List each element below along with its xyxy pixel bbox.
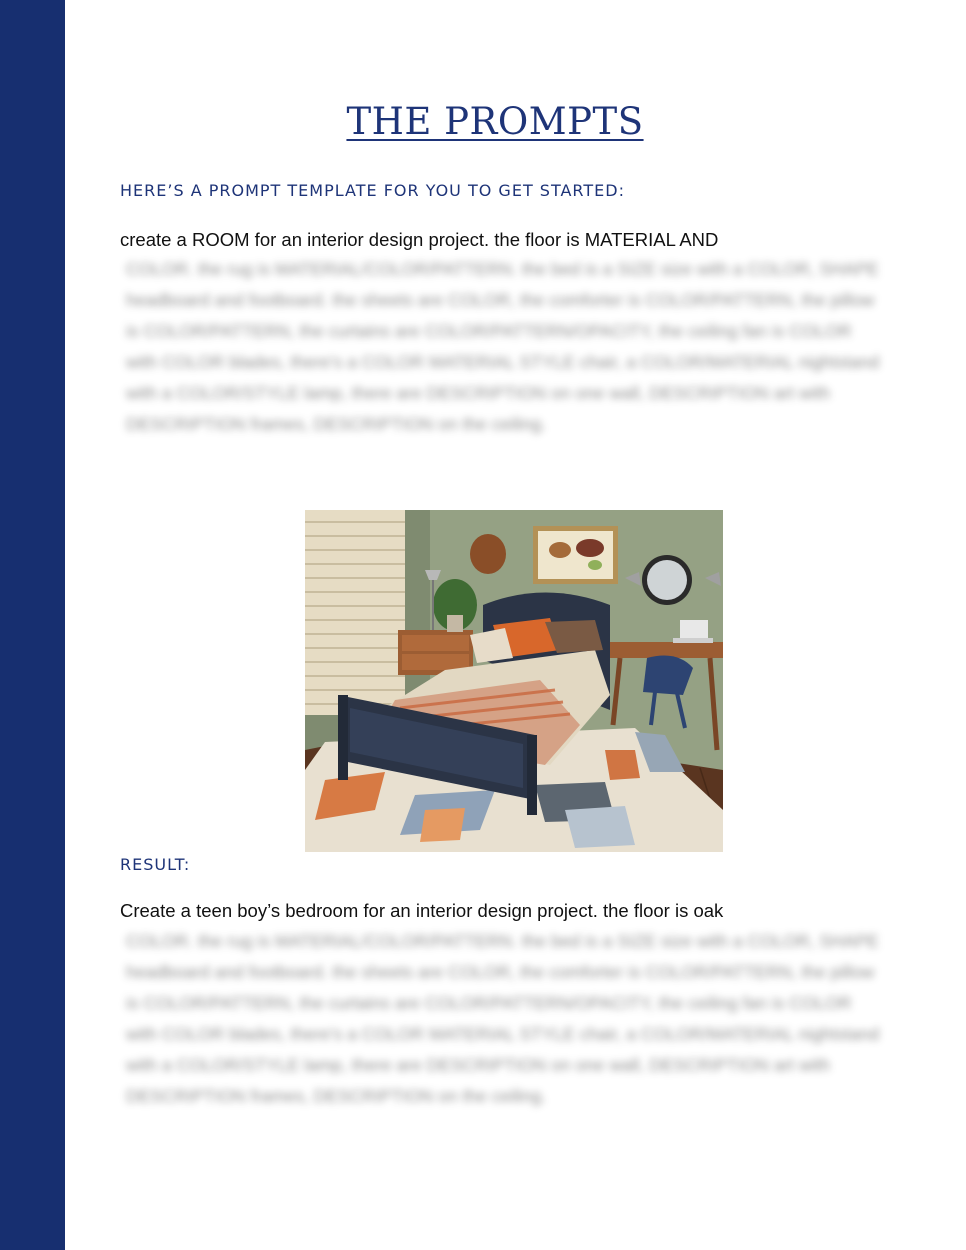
template-first-line: create a ROOM for an interior design project. the floor is MATERIAL AND xyxy=(120,229,719,250)
template-section-label: HERE’S A PROMPT TEMPLATE FOR YOU TO GET STARTED: xyxy=(120,181,625,200)
result-section-label: RESULT: xyxy=(120,855,191,874)
bedroom-render-image xyxy=(305,510,723,852)
page-title: THE PROMPTS xyxy=(346,100,644,143)
result-first-line: Create a teen boy’s bedroom for an interior design project. the floor is oak xyxy=(120,900,724,921)
side-color-band xyxy=(0,0,65,1250)
result-blurred-text: COLOR. the rug is MATERIAL/COLOR/PATTERN. the bed is a SIZE size with a COLOR, SHAPE headboard and footboard. the sheets are COLOR, the comforter is COLOR/PATTERN, the pillow is COLOR/PATTERN, the curtains are COLOR/PATTERN/OPACITY, the ceiling fan is COLOR with COLOR blades, there's a COLOR MATERIAL STYLE chair, a COLOR/MATERIAL nightstand with a COLOR/STYLE lamp, there are DESCRIPTION on one wall, DESCRIPTION art with DESCRIPTION frames, DESCRIPTION on the ceiling. xyxy=(126,931,880,1106)
template-blurred-text: COLOR. the rug is MATERIAL/COLOR/PATTERN. the bed is a SIZE size with a COLOR, SHAPE headboard and footboard. the sheets are COLOR, the comforter is COLOR/PATTERN, the pillow is COLOR/PATTERN, the curtains are COLOR/PATTERN/OPACITY, the ceiling fan is COLOR with COLOR blades, there's a COLOR MATERIAL STYLE chair, a COLOR/MATERIAL nightstand with a COLOR/STYLE lamp, there are DESCRIPTION on one wall, DESCRIPTION art with DESCRIPTION frames, DESCRIPTION on the ceiling. xyxy=(126,259,880,434)
